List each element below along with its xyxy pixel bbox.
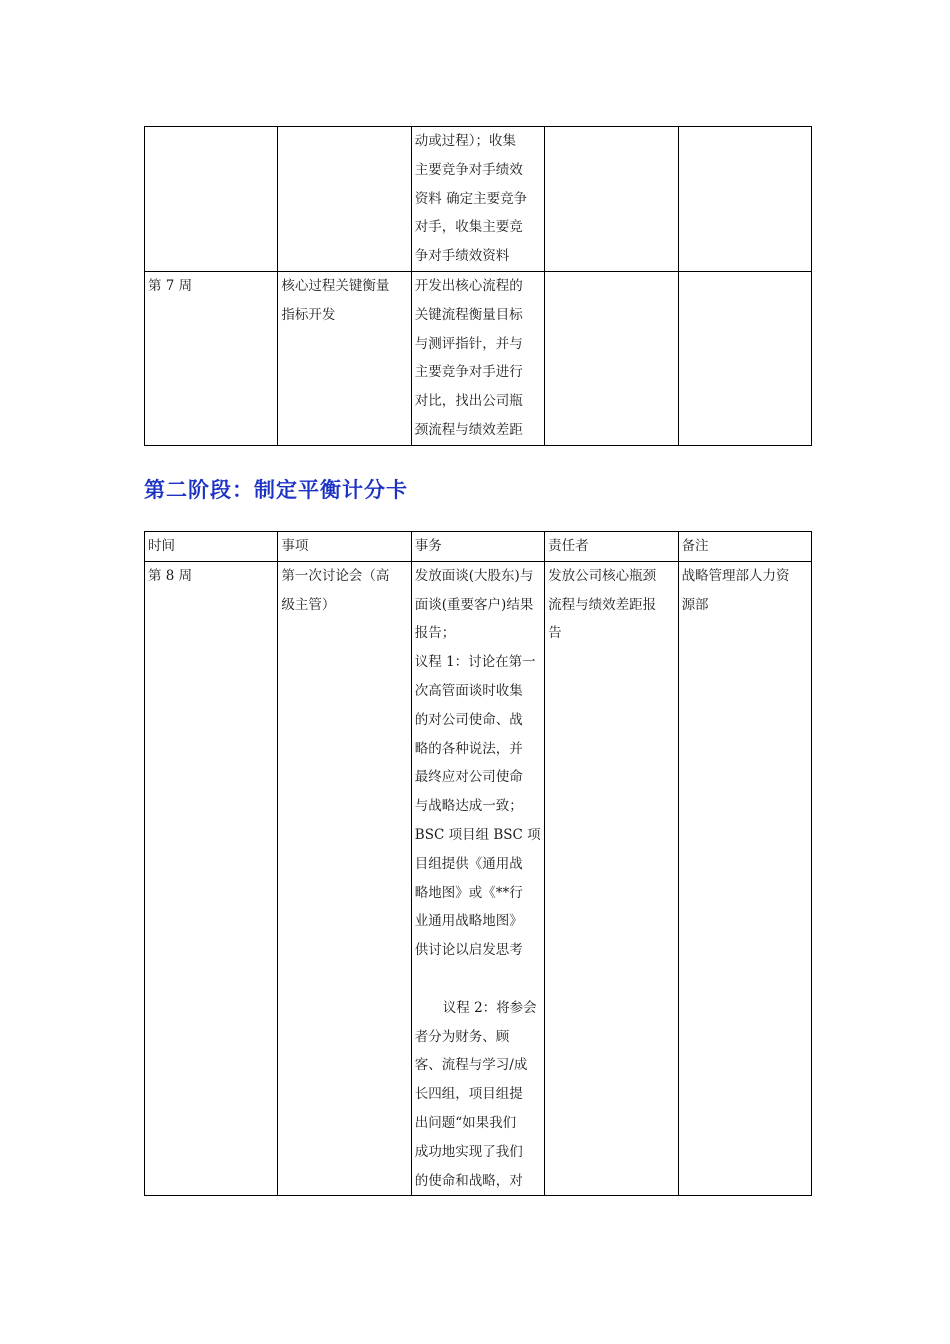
table-row xyxy=(145,127,812,272)
item-line: 第一次讨论会（高 xyxy=(281,567,390,584)
task-line: 主要竞争对手绩效 xyxy=(414,161,523,178)
item-cell xyxy=(278,127,411,272)
item-line: 级主管） xyxy=(281,596,336,613)
note-cell xyxy=(678,561,811,1196)
task-line: 与测评指针，并与 xyxy=(414,335,523,352)
task-line: 长四组，项目组提 xyxy=(414,1086,523,1103)
table-row xyxy=(145,561,812,1196)
task-line: 客、流程与学习/成 xyxy=(414,1057,528,1074)
time-cell xyxy=(145,127,278,272)
item-cell xyxy=(278,271,411,445)
task-line: 争对手绩效资料 xyxy=(414,248,510,265)
task-cell xyxy=(411,271,544,445)
task-line: 开发出核心流程的 xyxy=(414,277,523,294)
task-line: 颈流程与绩效差距 xyxy=(414,421,523,438)
table-header-row xyxy=(145,532,812,562)
task-line: 的对公司使命、战 xyxy=(414,711,523,728)
schedule-table-continued xyxy=(144,126,812,446)
time-cell: 第 8 周 xyxy=(145,561,278,1196)
section-heading: 第二阶段：制定平衡计分卡 xyxy=(144,478,408,502)
owner-line: 发放公司核心瓶颈 xyxy=(548,567,657,584)
task-line: 目组提供《通用战 xyxy=(414,855,523,872)
task-line: 者分为财务、顾 xyxy=(414,1028,510,1045)
task-line: 议程 1：讨论在第一 xyxy=(414,654,536,671)
note-line: 源部 xyxy=(681,596,709,613)
table-row xyxy=(145,271,812,445)
task-cell xyxy=(411,561,544,1196)
task-line: 主要竞争对手进行 xyxy=(414,364,523,381)
schedule-table-stage2 xyxy=(144,531,812,1196)
item-line: 核心过程关键衡量 xyxy=(281,277,390,294)
task-line: 业通用战略地图》 xyxy=(414,913,523,930)
task-line: 动或过程）；收集 xyxy=(414,133,517,149)
task-line: 的使命和战略，对 xyxy=(414,1172,523,1189)
owner-cell xyxy=(545,271,678,445)
note-line: 战略管理部人力资 xyxy=(681,567,790,584)
owner-line: 流程与绩效差距报 xyxy=(548,596,657,613)
task-line: 略地图》或《**行 xyxy=(414,884,523,901)
note-cell xyxy=(678,127,811,272)
owner-cell xyxy=(545,561,678,1196)
task-line: 对手，收集主要竞 xyxy=(414,219,523,236)
task-line: 资料 确定主要竞争 xyxy=(414,190,528,207)
header-owner: 责任者 xyxy=(545,532,678,562)
header-note: 备注 xyxy=(678,532,811,562)
header-item: 事项 xyxy=(278,532,411,562)
task-line: 发放面谈(大股东)与 xyxy=(414,567,534,584)
owner-cell xyxy=(545,127,678,272)
item-cell xyxy=(278,561,411,1196)
task-line: 关键流程衡量目标 xyxy=(414,306,523,323)
task-line: 与战略达成一致； xyxy=(414,798,523,815)
item-line: 指标开发 xyxy=(281,306,336,323)
time-cell: 第 7 周 xyxy=(145,271,278,445)
header-task: 事务 xyxy=(411,532,544,562)
note-cell xyxy=(678,271,811,445)
task-line: 对比，找出公司瓶 xyxy=(414,393,523,410)
header-time: 时间 xyxy=(145,532,278,562)
task-line: 次高管面谈时收集 xyxy=(414,682,523,699)
owner-line: 告 xyxy=(548,625,562,642)
task-line: 报告； xyxy=(414,625,456,642)
task-line: 面谈(重要客户)结果 xyxy=(414,596,534,613)
task-cell xyxy=(411,127,544,272)
blank-line xyxy=(415,965,541,994)
task-line: 成功地实现了我们 xyxy=(414,1143,523,1160)
task-line: 最终应对公司使命 xyxy=(414,769,523,786)
task-line: 供讨论以启发思考 xyxy=(414,942,523,959)
task-line: BSC 项目组 BSC 项 xyxy=(414,826,541,843)
task-line: 议程 2：将参会 xyxy=(442,999,537,1016)
task-line: 略的各种说法，并 xyxy=(414,740,523,757)
task-line: 出问题“如果我们 xyxy=(414,1114,517,1131)
